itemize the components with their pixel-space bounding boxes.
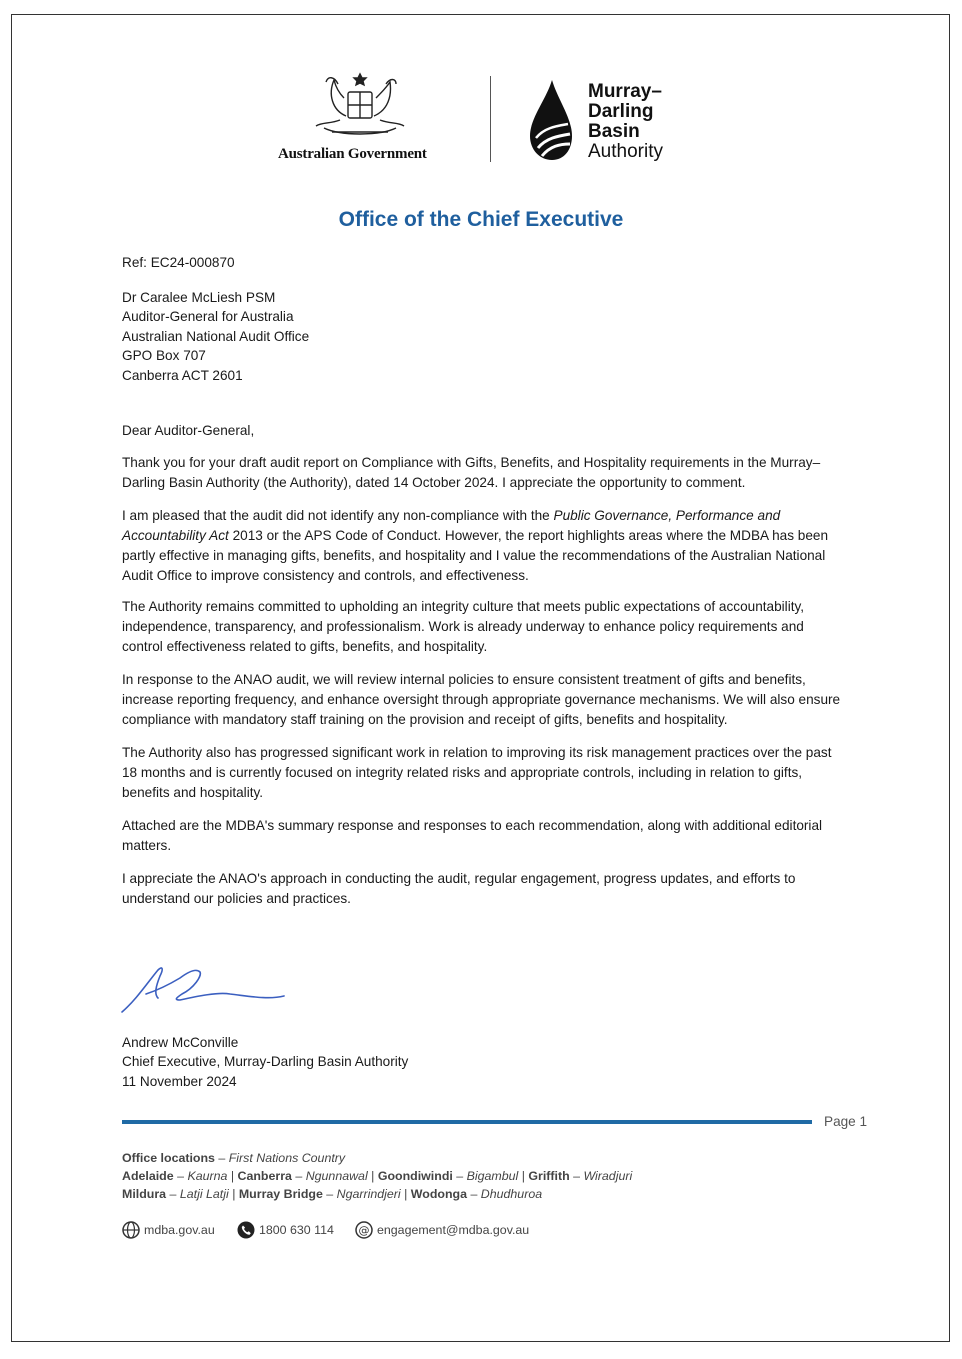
letter-date: 11 November 2024 — [122, 1073, 237, 1089]
contact-phone[interactable] — [237, 1221, 334, 1239]
office-title: Office of the Chief Executive — [338, 208, 624, 231]
page-number: Page 1 — [824, 1114, 868, 1129]
address-line: Dr Caralee McLiesh PSM — [122, 290, 276, 305]
globe-icon — [122, 1221, 140, 1239]
paragraph-3: The Authority remains committed to upholding an integrity culture that meets public expectations of accountability, independence, transparency, and professionalism. Work is already underway to enhance policy requirements and control effectiveness related to gifts, benefits, and hospitality. — [122, 599, 805, 654]
address-line: GPO Box 707 — [122, 348, 206, 364]
address-line: Canberra ACT 2601 — [122, 367, 243, 383]
contact-web[interactable] — [122, 1221, 215, 1239]
reference-number: Ref: EC24-000870 — [122, 255, 235, 270]
recipient-address — [122, 288, 842, 385]
contact-email[interactable] — [355, 1221, 529, 1239]
paragraph-5: The Authority also has progressed significant work in relation to improving its risk management practices over the past 18 months and is currently focused on integrity related risks and appropriate controls, including in relation to gifts, benefits and hospitality. — [122, 745, 832, 800]
mdba-line-1: Murray– — [588, 81, 662, 102]
letter-body — [122, 453, 842, 922]
signatory-name: Andrew McConville — [122, 1035, 239, 1050]
address-line: Australian National Audit Office — [122, 328, 310, 344]
mdba-line-2: Darling — [588, 101, 654, 122]
at-sign-icon — [355, 1221, 373, 1239]
signature — [118, 960, 288, 1016]
salutation: Dear Auditor-General, — [122, 423, 255, 438]
water-drop-logo-icon — [528, 78, 574, 162]
office-list-row-1: Adelaide – Kaurna | Canberra – Ngunnawal | Goondiwindi – Bigambul | Griffith – Wiradjuri — [122, 1169, 633, 1183]
address-line: Auditor-General for Australia — [122, 309, 294, 325]
website-link[interactable]: mdba.gov.au — [144, 1223, 215, 1237]
mdba-line-3: Basin — [588, 121, 640, 142]
paragraph-2: I am pleased that the audit did not identify any non-compliance with the Public Governance, Performance and Accountability Act 2013 or the APS Code of Conduct. However, the report highlights areas where the MDBA has been partly effective in managing gifts, benefits, and hospitality and I value the recommendations of the Australian National Audit Office to improve consistency and controls, and effectiveness. — [122, 508, 829, 583]
phone-number[interactable]: 1800 630 114 — [259, 1223, 334, 1237]
phone-icon — [237, 1221, 255, 1239]
letterhead — [270, 70, 700, 170]
government-name: Australian Government — [278, 146, 427, 162]
mdba-line-4: Authority — [588, 141, 663, 162]
office-list-row-2: Mildura – Latji Latji | Murray Bridge – Ngarrindjeri | Wodonga – Dhudhuroa — [122, 1187, 543, 1201]
svg-text:@: @ — [358, 1224, 370, 1237]
mdba-name — [588, 82, 663, 162]
paragraph-1: Thank you for your draft audit report on Compliance with Gifts, Benefits, and Hospitality requirements in the Murray–Darling Basin Authority (the Authority), dated 14 October 2024. I appreciate the opportunity to comment. — [122, 455, 821, 490]
signatory-position: Chief Executive, Murray-Darling Basin Authority — [122, 1054, 409, 1070]
email-link[interactable]: engagement@mdba.gov.au — [377, 1223, 530, 1237]
office-locations — [122, 1149, 632, 1203]
logo-divider — [490, 76, 491, 162]
coat-of-arms-icon — [310, 70, 410, 142]
paragraph-6: Attached are the MDBA's summary response and responses to each recommendation, along with additional editorial matters. — [122, 818, 823, 853]
paragraph-4: In response to the ANAO audit, we will review internal policies to ensure consistent treatment of gifts and benefits, increase reporting frequency, and enhance oversight through appropriate governance mechanisms. We will also ensure compliance with mandatory staff training on the provision and receipt of gifts, benefits and hospitality. — [122, 672, 841, 727]
signoff-block — [122, 1033, 408, 1091]
footer-rule — [122, 1120, 812, 1124]
office-locations-heading: Office locations – First Nations Country — [122, 1151, 346, 1165]
paragraph-7: I appreciate the ANAO's approach in conducting the audit, regular engagement, progress updates, and efforts to understand our policies and practices. — [122, 871, 796, 906]
